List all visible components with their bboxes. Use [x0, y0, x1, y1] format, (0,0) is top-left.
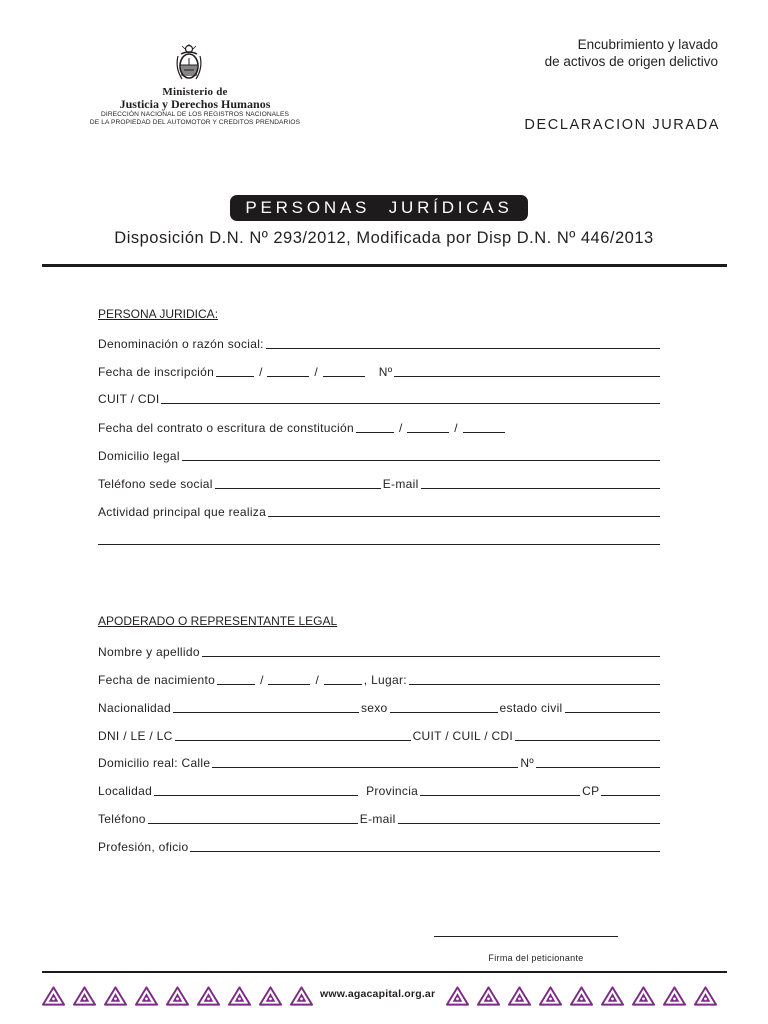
section-heading-apoderado: APODERADO O REPRESENTANTE LEGAL — [98, 614, 338, 628]
blank-line[interactable] — [182, 458, 660, 461]
signature-label: Firma del peticionante — [488, 953, 584, 963]
document-title-text: PERSONAS JURÍDICAS — [245, 198, 513, 217]
blank-localidad[interactable] — [154, 793, 358, 796]
signature-line[interactable] — [434, 935, 618, 937]
subject-line-1: Encubrimiento y lavado — [577, 37, 718, 52]
field-label: E-mail — [382, 477, 419, 491]
field-dni[interactable] — [98, 725, 662, 743]
purple-triangle-logo-icon — [104, 986, 127, 1006]
field-label: E-mail — [359, 812, 396, 826]
blank-line[interactable] — [161, 401, 660, 404]
disposicion-reference: Disposición D.N. Nº 293/2012, Modificada por Disp D.N. Nº 446/2013 — [114, 229, 654, 247]
field-label: Profesión, oficio — [98, 840, 189, 854]
header-divider — [42, 264, 727, 267]
field-telefono[interactable] — [98, 808, 662, 826]
blank-year[interactable] — [324, 682, 362, 685]
ministry-department: Justicia y Derechos Humanos — [119, 97, 271, 111]
field-nombre-apellido[interactable] — [98, 641, 662, 659]
field-label: estado civil — [499, 701, 563, 715]
field-actividad-continuation[interactable] — [98, 529, 662, 547]
field-label: Fecha del contrato o escritura de constitución — [98, 421, 354, 435]
blank-month[interactable] — [407, 430, 449, 433]
purple-triangle-logo-icon — [632, 986, 655, 1006]
field-label: Fecha de nacimiento — [98, 673, 216, 687]
ministry-name: Ministerio de — [162, 86, 228, 98]
field-label: Nº — [520, 756, 534, 770]
blank-line[interactable] — [268, 514, 660, 517]
blank-day[interactable] — [216, 374, 254, 377]
field-label: Domicilio real: Calle — [98, 756, 211, 770]
purple-triangle-logo-icon — [477, 986, 500, 1006]
document-title — [230, 195, 528, 221]
field-fecha-inscripcion[interactable]: Fecha de inscripción / / Nº — [98, 361, 662, 379]
field-cuit-cdi[interactable] — [98, 388, 662, 406]
field-label: Actividad principal que realiza — [98, 505, 267, 519]
ministry-logo — [60, 86, 330, 127]
field-nacionalidad[interactable] — [98, 697, 662, 715]
blank-email[interactable] — [421, 486, 660, 489]
field-domicilio-real[interactable] — [98, 752, 662, 770]
declaracion-jurada-label: DECLARACION JURADA — [524, 117, 720, 133]
blank-cuit-cuil[interactable] — [515, 738, 660, 741]
field-telefono-sede[interactable] — [98, 473, 662, 491]
footer-divider — [42, 971, 727, 973]
purple-triangle-logo-icon — [42, 986, 65, 1006]
blank-telefono[interactable] — [215, 486, 381, 489]
field-label: Localidad — [98, 784, 153, 798]
blank-day[interactable] — [217, 682, 255, 685]
coat-of-arms-icon — [174, 44, 204, 84]
blank-email[interactable] — [398, 821, 660, 824]
purple-triangle-logo-icon — [73, 986, 96, 1006]
blank-provincia[interactable] — [420, 793, 580, 796]
purple-triangle-logo-icon — [197, 986, 220, 1006]
purple-triangle-logo-icon — [694, 986, 717, 1006]
field-label: Provincia — [366, 784, 419, 798]
website-link[interactable]: www.agacapital.org.ar — [320, 988, 436, 1000]
blank-line[interactable] — [98, 542, 660, 545]
purple-triangle-logo-icon — [166, 986, 189, 1006]
blank-dni[interactable] — [175, 738, 411, 741]
field-profesion[interactable] — [98, 836, 662, 854]
field-localidad[interactable] — [98, 780, 662, 798]
blank-estado-civil[interactable] — [565, 710, 660, 713]
blank-lugar[interactable] — [409, 682, 660, 685]
ministry-direction: DIRECCIÓN NACIONAL DE LOS REGISTROS NACIONALES — [101, 111, 289, 118]
purple-triangle-logo-icon — [259, 986, 282, 1006]
field-label: DNI / LE / LC — [98, 729, 173, 743]
blank-number[interactable] — [394, 374, 660, 377]
field-fecha-nacimiento[interactable]: Fecha de nacimiento / / , Lugar: — [98, 669, 662, 687]
document-subject — [545, 36, 718, 70]
field-fecha-contrato[interactable]: Fecha del contrato o escritura de constitución / / — [98, 417, 518, 435]
blank-calle[interactable] — [212, 765, 518, 768]
purple-triangle-logo-icon — [539, 986, 562, 1006]
blank-day[interactable] — [356, 430, 394, 433]
blank-telefono[interactable] — [148, 821, 358, 824]
blank-year[interactable] — [463, 430, 505, 433]
purple-triangle-logo-icon — [135, 986, 158, 1006]
blank-line[interactable] — [266, 346, 660, 349]
field-label: Nombre y apellido — [98, 645, 200, 659]
field-label: Teléfono — [98, 812, 146, 826]
field-label: Domicilio legal — [98, 449, 180, 463]
subject-line-2: de activos de origen delictivo — [544, 54, 718, 69]
purple-triangle-logo-icon — [446, 986, 469, 1006]
purple-triangle-logo-icon — [663, 986, 686, 1006]
field-label: Nº — [378, 365, 393, 379]
blank-year[interactable] — [323, 374, 365, 377]
blank-month[interactable] — [268, 682, 310, 685]
section-heading-persona-juridica: PERSONA JURIDICA: — [98, 307, 219, 321]
field-label: Denominación o razón social: — [98, 337, 264, 351]
field-label: CP — [582, 784, 600, 798]
blank-numero[interactable] — [536, 765, 660, 768]
blank-line[interactable] — [202, 654, 660, 657]
ministry-registry: DE LA PROPIEDAD DEL AUTOMOTOR Y CREDITOS PRENDARIOS — [89, 119, 301, 126]
blank-line[interactable] — [190, 849, 660, 852]
field-domicilio-legal[interactable] — [98, 445, 662, 463]
blank-cp[interactable] — [601, 793, 660, 796]
field-label: CUIT / CDI — [98, 392, 160, 406]
field-actividad[interactable] — [98, 501, 662, 519]
field-label: Teléfono sede social — [98, 477, 213, 491]
field-label: CUIT / CUIL / CDI — [412, 729, 514, 743]
purple-triangle-logo-icon — [228, 986, 251, 1006]
purple-triangle-logo-icon — [508, 986, 531, 1006]
purple-triangle-logo-icon — [290, 986, 313, 1006]
field-denominacion[interactable] — [98, 333, 662, 351]
purple-triangle-logo-icon — [601, 986, 624, 1006]
blank-nacionalidad[interactable] — [173, 710, 359, 713]
footer-logo-row-left — [42, 986, 313, 1006]
purple-triangle-logo-icon — [570, 986, 593, 1006]
blank-sexo[interactable] — [390, 710, 498, 713]
field-label: , Lugar: — [363, 673, 407, 687]
footer-logo-row-right — [446, 986, 717, 1006]
field-label: sexo — [360, 701, 388, 715]
field-label: Fecha de inscripción — [98, 365, 215, 379]
blank-month[interactable] — [267, 374, 309, 377]
field-label: Nacionalidad — [98, 701, 171, 715]
